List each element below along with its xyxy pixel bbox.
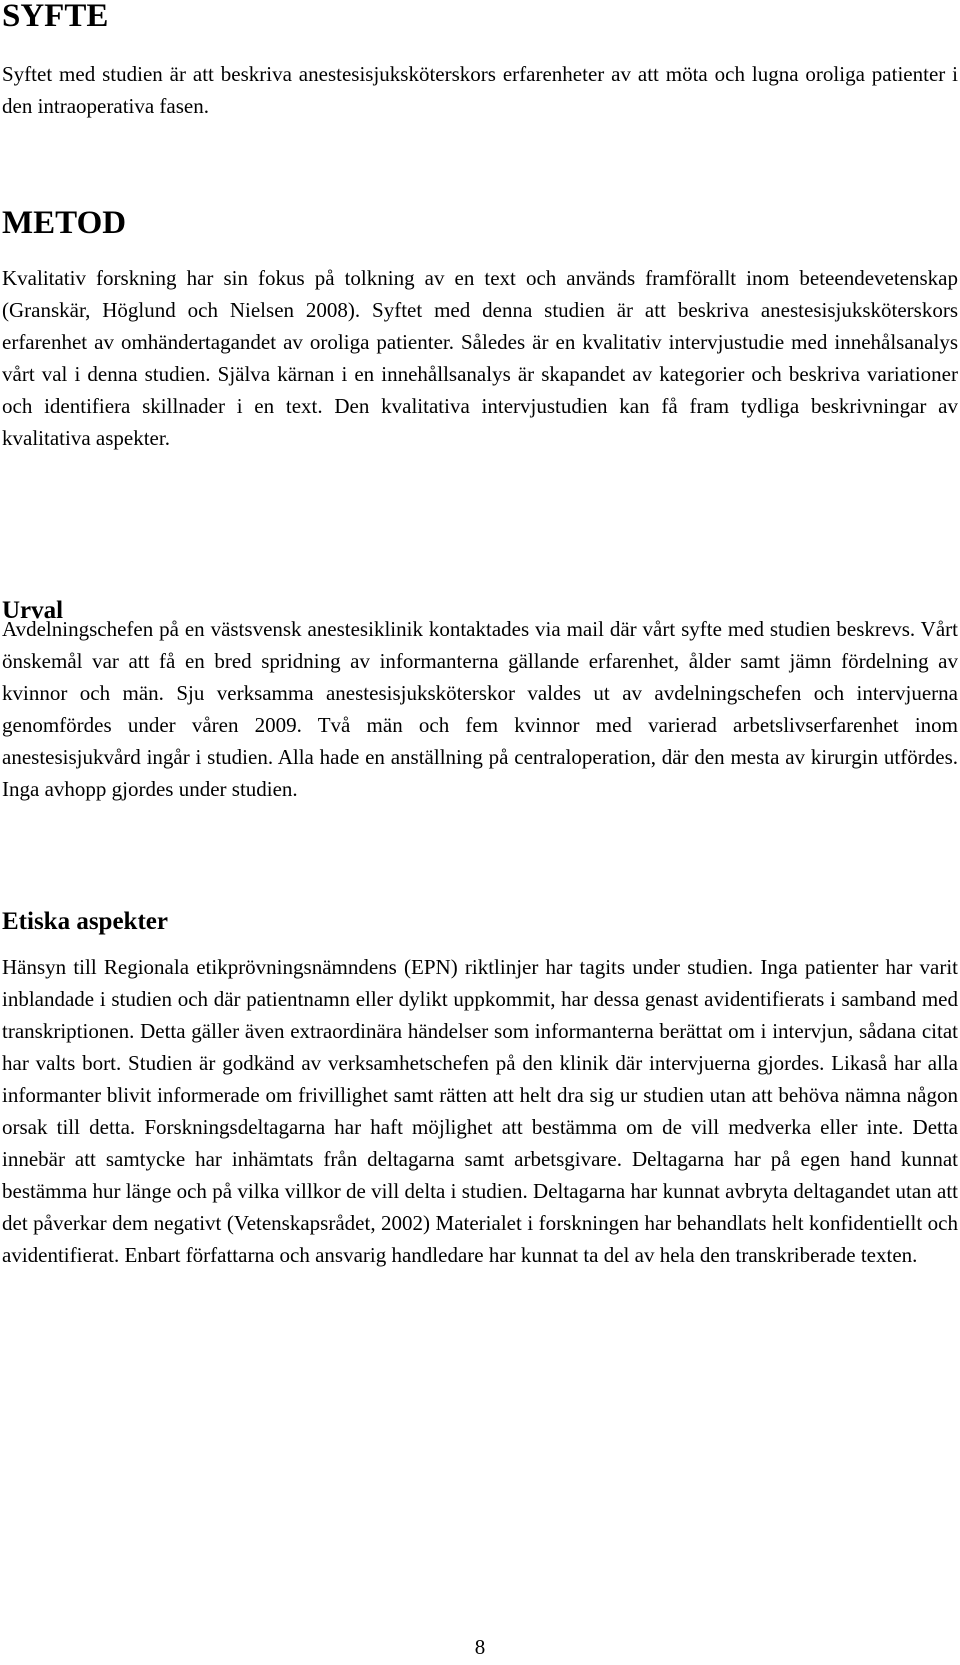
- heading-metod: METOD: [2, 205, 127, 241]
- heading-urval: Urval: [2, 597, 64, 624]
- paragraph-metod: Kvalitativ forskning har sin fokus på tolkning av en text och används framförallt inom beteendevetenskap (Granskär, Höglund och Nielsen 2008). Syftet med denna studien är att beskriva anestesisjuksköterskors erfarenhet av omhändertagandet av oroliga patienter. Således är en kvalitativ intervjustudie med innehålsanalys vårt val i denna studien. Själva kärnan i en innehållsanalys är skapandet av kategorier och beskriva variationer och identifiera skillnader i en text. Den kvalitativa intervjustudien kan få fram tydliga beskrivningar av kvalitativa aspekter.: [2, 266, 958, 450]
- paragraph-urval: Avdelningschefen på en västsvensk anestesiklinik kontaktades via mail där vårt syfte med studien beskrevs. Vårt önskemål var att få en bred spridning av informanterna gällande erfarenhet, ålder samt jämn fördelning av kvinnor och män. Sju verksamma anestesisjuksköterskor valdes ut av avdelningschefen och intervjuerna genomfördes under våren 2009. Två män och fem kvinnor med varierad arbetslivserfarenhet inom anestesisjukvård ingår i studien. Alla hade en anställning på centraloperation, där den mesta av kirurgin utfördes. Inga avhopp gjordes under studien.: [2, 617, 958, 801]
- heading-etiska-aspekter: Etiska aspekter: [2, 908, 168, 935]
- page-number: 8: [474, 1635, 486, 1659]
- paragraph-syfte: Syftet med studien är att beskriva anestesisjuksköterskors erfarenheter av att möta och lugna oroliga patienter i den intraoperativa fasen.: [2, 62, 958, 118]
- heading-syfte: SYFTE: [2, 0, 109, 34]
- paragraph-etiska-aspekter: Hänsyn till Regionala etikprövningsnämndens (EPN) riktlinjer har tagits under studien. Inga patienter har varit inblandade i studien och där patientnamn eller dylikt uppkommit, har dessa genast avidentifierats i samband med transkriptionen. Detta gäller även extraordinära händelser som informanterna berättat om i intervjun, sådana citat har valts bort. Studien är godkänd av verksamhetschefen på den klinik där intervjuerna gjordes. Likaså har alla informanter blivit informerade om frivillighet samt rätten att helt dra sig ur studien utan att behöva nämna någon orsak till detta. Forskningsdeltagarna har haft möjlighet att bestämma om de vill medverka eller inte. Detta innebär att samtycke har inhämtats från deltagarna samt arbetsgivare. Deltagarna har på egen hand kunnat bestämma hur länge och på vilka villkor de vill delta i studien. Deltagarna har kunnat avbryta deltagandet utan att det påverkar dem negativt (Vetenskapsrådet, 2002) Materialet i forskningen har behandlats helt konfidentiellt och avidentifierat. Enbart författarna och ansvarig handledare har kunnat ta del av hela den transkriberade texten.: [2, 955, 958, 1267]
